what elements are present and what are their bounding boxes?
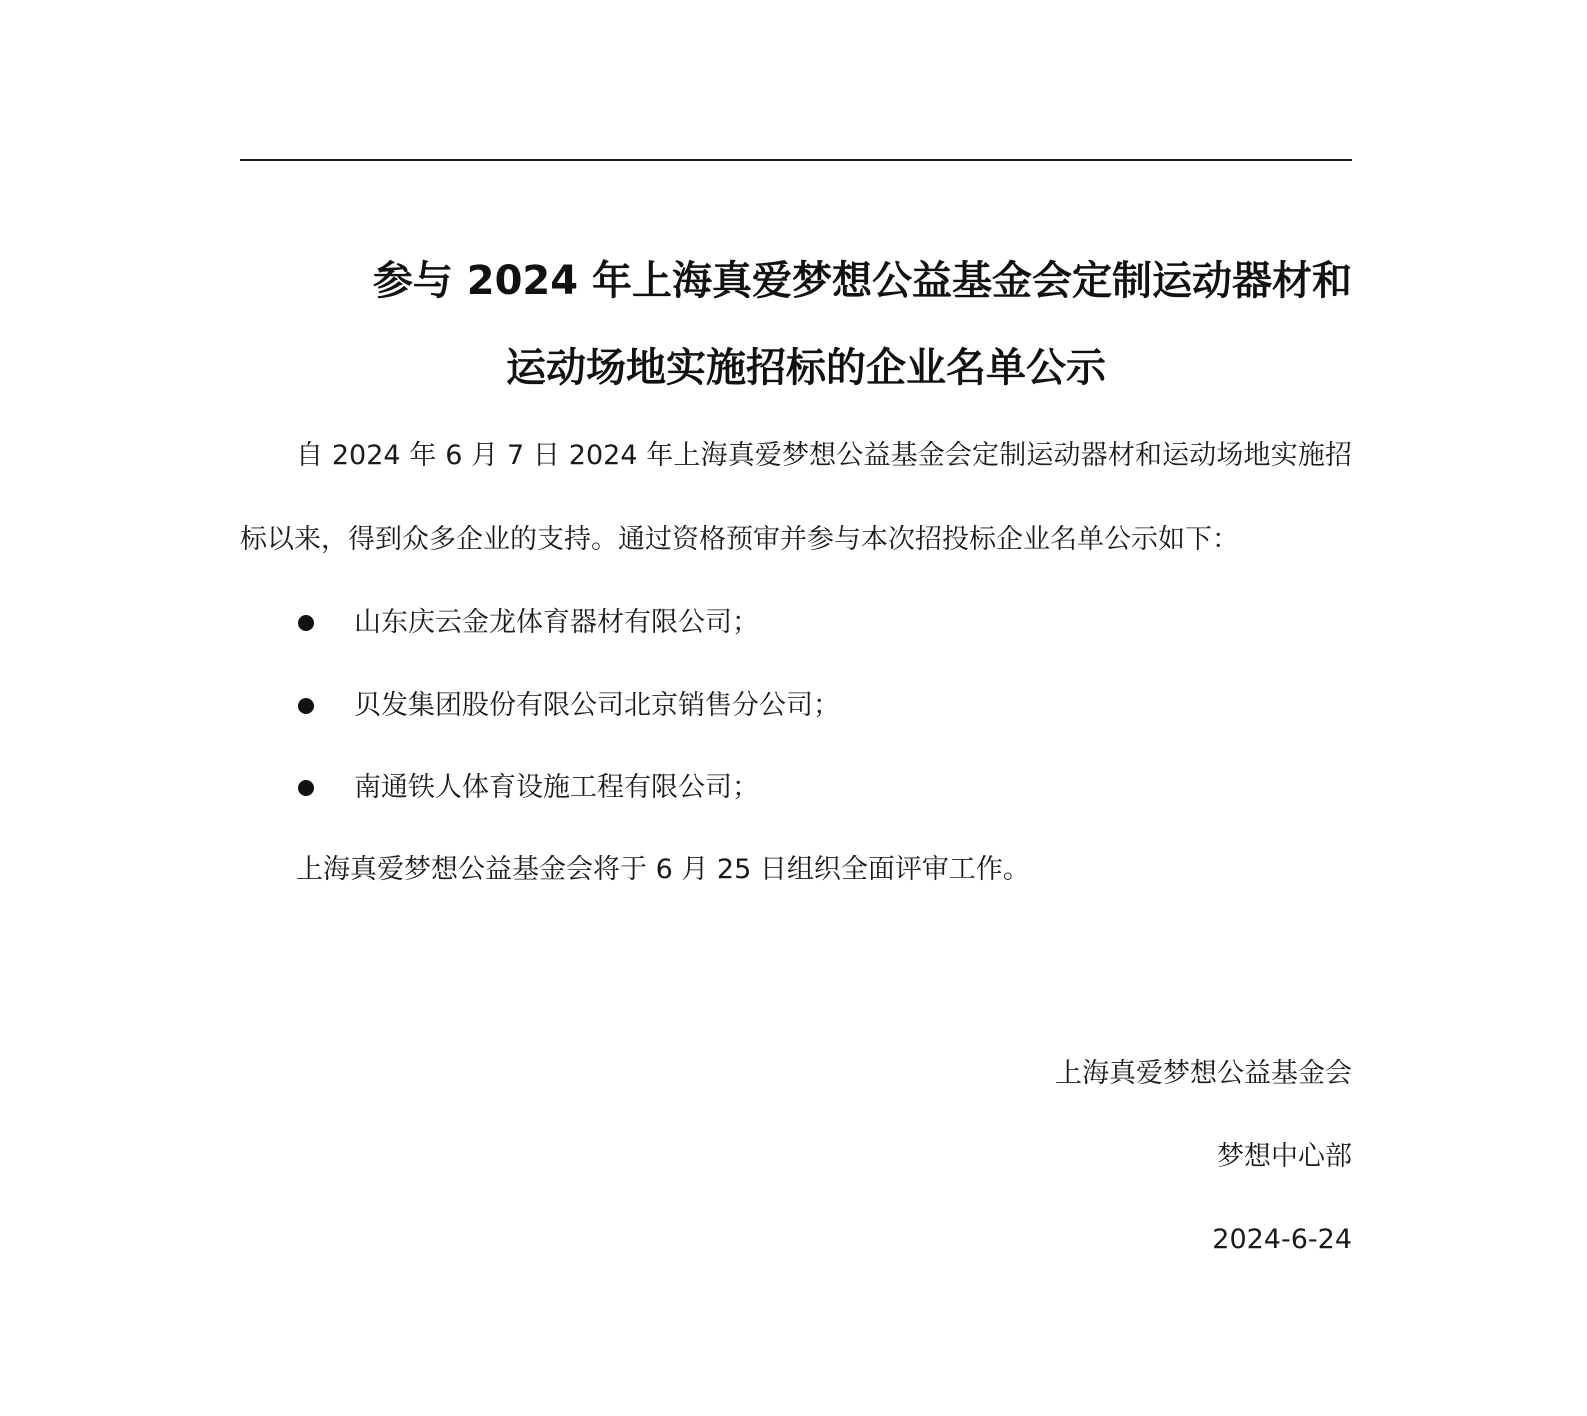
signature-department: 梦想中心部 <box>1217 1141 1352 1172</box>
bullet-dot-icon <box>298 698 314 714</box>
intro-paragraph-line-2: 标以来，得到众多企业的支持。通过资格预审并参与本次招投标企业名单公示如下： <box>240 524 1239 555</box>
document-title-line-2: 运动场地实施招标的企业名单公示 <box>506 345 1106 391</box>
signature-date: 2024-6-24 <box>1212 1224 1352 1255</box>
intro-paragraph-line-1: 自 2024 年 6 月 7 日 2024 年上海真爱梦想公益基金会定制运动器材和运动场地实施招 <box>296 440 1352 471</box>
company-name: 贝发集团股份有限公司北京销售分公司； <box>354 690 840 721</box>
company-name: 南通铁人体育设施工程有限公司； <box>354 772 759 803</box>
closing-paragraph: 上海真爱梦想公益基金会将于 6 月 25 日组织全面评审工作。 <box>296 854 1030 885</box>
bullet-dot-icon <box>298 615 314 631</box>
signature-organization: 上海真爱梦想公益基金会 <box>1055 1058 1352 1089</box>
header-rule <box>240 159 1352 161</box>
company-name: 山东庆云金龙体育器材有限公司； <box>354 607 759 638</box>
bullet-dot-icon <box>298 780 314 796</box>
document-title-line-1: 参与 2024 年上海真爱梦想公益基金会定制运动器材和 <box>372 258 1352 304</box>
